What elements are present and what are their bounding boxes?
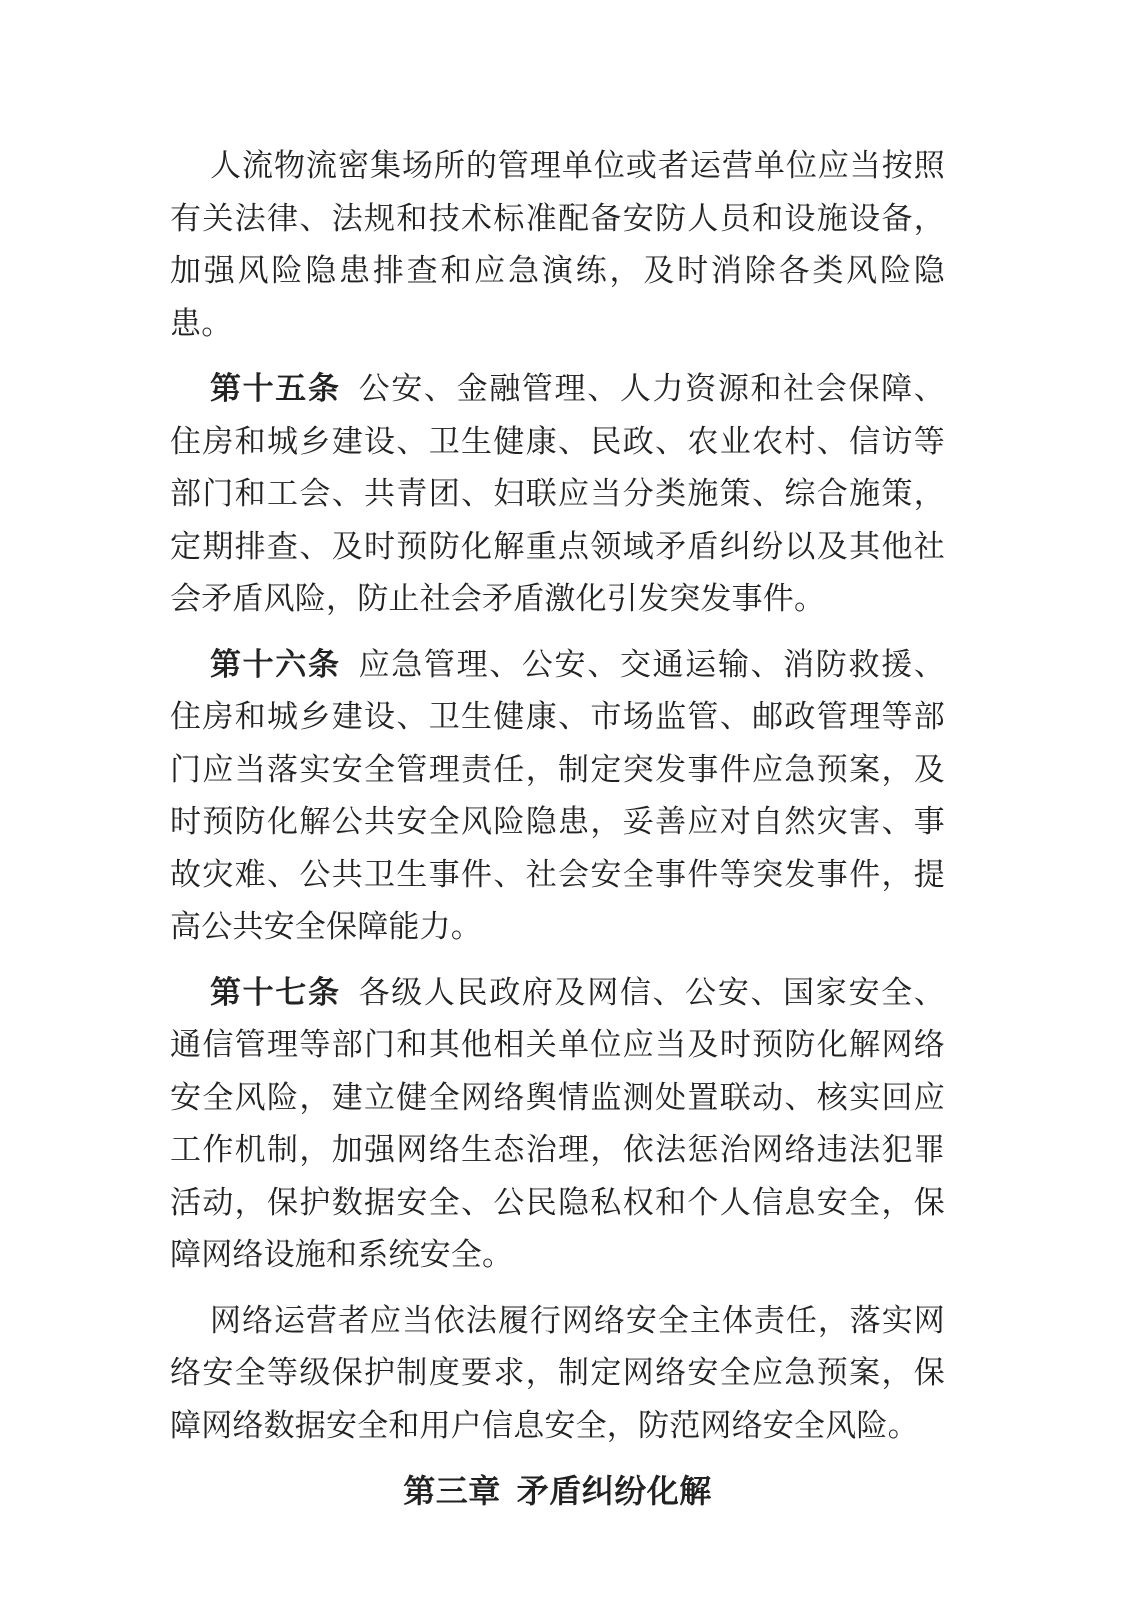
article-15 — [170, 363, 945, 626]
paragraph-text: 人流物流密集场所的管理单位或者运营单位应当按照有关法律、法规和技术标准配备安防人员和设施设备，加强风险隐患排查和应急演练，及时消除各类风险隐患。 — [170, 148, 945, 342]
article-text: 各级人民政府及网信、公安、国家安全、通信管理等部门和其他相关单位应当及时预防化解网络安全风险，建立健全网络舆情监测处置联动、核实回应工作机制，加强网络生态治理，依法惩治网络违法犯罪活动，保护数据安全、公民隐私权和个人信息安全，保障网络设施和系统安全。 — [170, 974, 945, 1273]
article-number: 第十五条 — [210, 371, 341, 407]
paragraph-venue-management — [170, 140, 945, 350]
paragraph-network-operators — [170, 1295, 945, 1453]
article-number: 第十六条 — [210, 646, 341, 683]
document-body — [170, 140, 945, 1517]
article-16 — [170, 639, 945, 954]
chapter-number: 第三章 — [403, 1472, 501, 1510]
article-17 — [170, 967, 945, 1282]
article-text: 应急管理、公安、交通运输、消防救援、住房和城乡建设、卫生健康、市场监管、邮政管理等部门应当落实安全管理责任，制定突发事件应急预案，及时预防化解公共安全风险隐患，妥善应对自然灾害、事故灾难、公共卫生事件、社会安全事件等突发事件，提高公共安全保障能力。 — [170, 646, 945, 945]
article-text: 公安、金融管理、人力资源和社会保障、住房和城乡建设、卫生健康、民政、农业农村、信访等部门和工会、共青团、妇联应当分类施策、综合施策，定期排查、及时预防化解重点领域矛盾纠纷以及其他社会矛盾风险，防止社会矛盾激化引发突发事件。 — [170, 371, 945, 617]
paragraph-text: 网络运营者应当依法履行网络安全主体责任，落实网络安全等级保护制度要求，制定网络安全应急预案，保障网络数据安全和用户信息安全，防范网络安全风险。 — [170, 1302, 945, 1444]
chapter-title: 矛盾纠纷化解 — [516, 1472, 712, 1510]
article-number: 第十七条 — [210, 974, 341, 1011]
chapter-heading — [170, 1465, 945, 1517]
